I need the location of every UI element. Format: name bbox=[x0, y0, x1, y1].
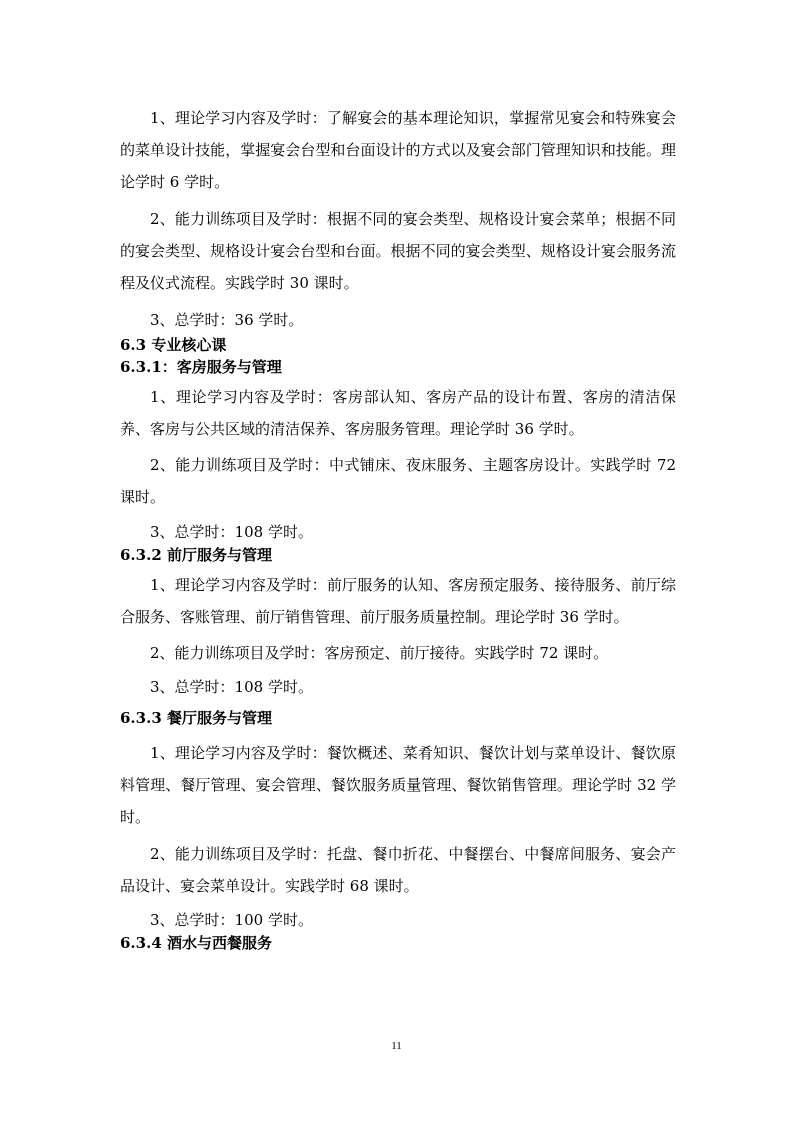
paragraph-banquet-theory: 1、理论学习内容及学时：了解宴会的基本理论知识，掌握常见宴会和特殊宴会的菜单设计技能，掌握宴会台型和台面设计的方式以及宴会部门管理知识和技能。理论学时 6 学时。 bbox=[120, 109, 676, 191]
paragraph-banquet-total: 3、总学时：36 学时。 bbox=[150, 311, 304, 329]
page-number: 11 bbox=[391, 1040, 402, 1052]
section-heading-6-3-3: 6.3.3 餐厅服务与管理 bbox=[120, 709, 272, 727]
section-heading-6-3: 6.3 专业核心课 bbox=[120, 336, 227, 354]
paragraph-room-practice: 2、能力训练项目及学时：中式铺床、夜床服务、主题客房设计。实践学时 72 课时。 bbox=[120, 456, 676, 506]
paragraph-banquet-practice: 2、能力训练项目及学时：根据不同的宴会类型、规格设计宴会菜单；根据不同的宴会类型、规格设计宴会台型和台面。根据不同的宴会类型、规格设计宴会服务流程及仪式流程。实践学时 30 课时。 bbox=[120, 210, 676, 292]
section-heading-6-3-4: 6.3.4 酒水与西餐服务 bbox=[120, 934, 272, 952]
section-heading-6-3-1: 6.3.1：客房服务与管理 bbox=[120, 358, 282, 376]
section-heading-6-3-2: 6.3.2 前厅服务与管理 bbox=[120, 546, 272, 564]
paragraph-frontdesk-practice: 2、能力训练项目及学时：客房预定、前厅接待。实践学时 72 课时。 bbox=[150, 644, 609, 662]
paragraph-frontdesk-theory: 1、理论学习内容及学时：前厅服务的认知、客房预定服务、接待服务、前厅综合服务、客账管理、前厅销售管理、前厅服务质量控制。理论学时 36 学时。 bbox=[120, 576, 676, 626]
paragraph-restaurant-practice: 2、能力训练项目及学时：托盘、餐巾折花、中餐摆台、中餐席间服务、宴会产品设计、宴会菜单设计。实践学时 68 课时。 bbox=[120, 845, 676, 895]
paragraph-room-theory: 1、理论学习内容及学时：客房部认知、客房产品的设计布置、客房的清洁保养、客房与公共区域的清洁保养、客房服务管理。理论学时 36 学时。 bbox=[120, 388, 676, 438]
paragraph-restaurant-theory: 1、理论学习内容及学时：餐饮概述、菜肴知识、餐饮计划与菜单设计、餐饮原料管理、餐厅管理、宴会管理、餐饮服务质量管理、餐饮销售管理。理论学时 32 学时。 bbox=[120, 744, 676, 826]
paragraph-room-total: 3、总学时：108 学时。 bbox=[150, 523, 313, 541]
paragraph-restaurant-total: 3、总学时：100 学时。 bbox=[150, 911, 313, 929]
paragraph-frontdesk-total: 3、总学时：108 学时。 bbox=[150, 678, 313, 696]
